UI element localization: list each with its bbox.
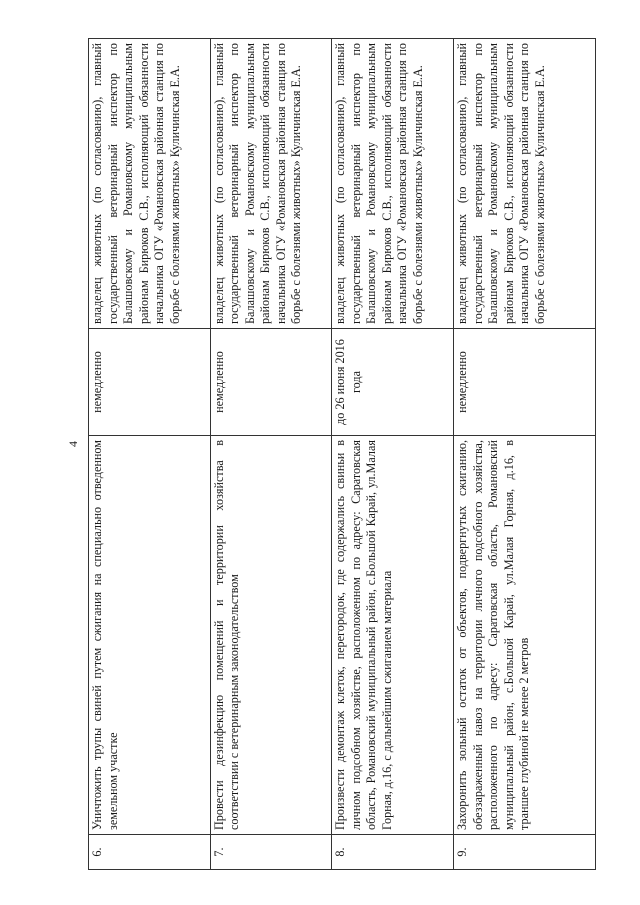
table-row	[332, 39, 454, 870]
deadline-text: немедленно	[454, 329, 596, 436]
row-number: 9.	[454, 835, 596, 870]
deadline-text: до 26 июня 2016 года	[332, 329, 454, 436]
row-number: 7.	[210, 835, 332, 870]
responsible-text: владелец животных (по согласованию), главный государственный ветеринарный инспектор по Балашовскому и Романовскому муниципальным районам Бирюков С.В., исполняющий обязанности начальника ОГУ «Романовская районная станция по борьбе с болезнями животных» Куличинская Е.А.	[332, 39, 454, 329]
document-table	[88, 38, 596, 870]
responsible-text: владелец животных (по согласованию), главный государственный ветеринарный инспектор по Балашовскому и Романовскому муниципальным районам Бирюков С.В., исполняющий обязанности начальника ОГУ «Романовская районная станция по борьбе с болезнями животных» Куличинская Е.А.	[89, 39, 211, 329]
responsible-text: владелец животных (по согласованию), главный государственный ветеринарный инспектор по Балашовскому и Романовскому муниципальным районам Бирюков С.В., исполняющий обязанности начальника ОГУ «Романовская районная станция по борьбе с болезнями животных» Куличинская Е.А.	[454, 39, 596, 329]
task-text: Провести дезинфекцию помещений и территории хозяйства в соответствии с ветеринарным законодательством	[210, 436, 332, 835]
table-row	[454, 39, 596, 870]
row-number: 6.	[89, 835, 211, 870]
page-number: 4	[66, 441, 80, 447]
deadline-text: немедленно	[210, 329, 332, 436]
task-text: Захоронить зольный остаток от объектов, подвергнутых сжиганию, обеззараженный навоз на территории личного подсобного хозяйства, расположенного по адресу: Саратовская область, Романовский муниципальный район, с.Большой Карай, ул.Малая Горная, д.16, в траншее глубиной не менее 2 метров	[454, 436, 596, 835]
row-number: 8.	[332, 835, 454, 870]
table-row	[89, 39, 211, 870]
task-text: Уничтожить трупы свиней путем сжигания на специально отведенном земельном участке	[89, 436, 211, 835]
task-text: Произвести демонтаж клеток, перегородок, где содержались свиньи в личном подсобном хозяйстве, расположенном по адресу: Саратовская область, Романовский муниципальный район, с.Большой Карай, ул.Малая Горная, д.16, с дальнейшим сжиганием материала	[332, 436, 454, 835]
responsible-text: владелец животных (по согласованию), главный государственный ветеринарный инспектор по Балашовскому и Романовскому муниципальным районам Бирюков С.В., исполняющий обязанности начальника ОГУ «Романовская районная станция по борьбе с болезнями животных» Куличинская Е.А.	[210, 39, 332, 329]
deadline-text: немедленно	[89, 329, 211, 436]
table-row	[210, 39, 332, 870]
